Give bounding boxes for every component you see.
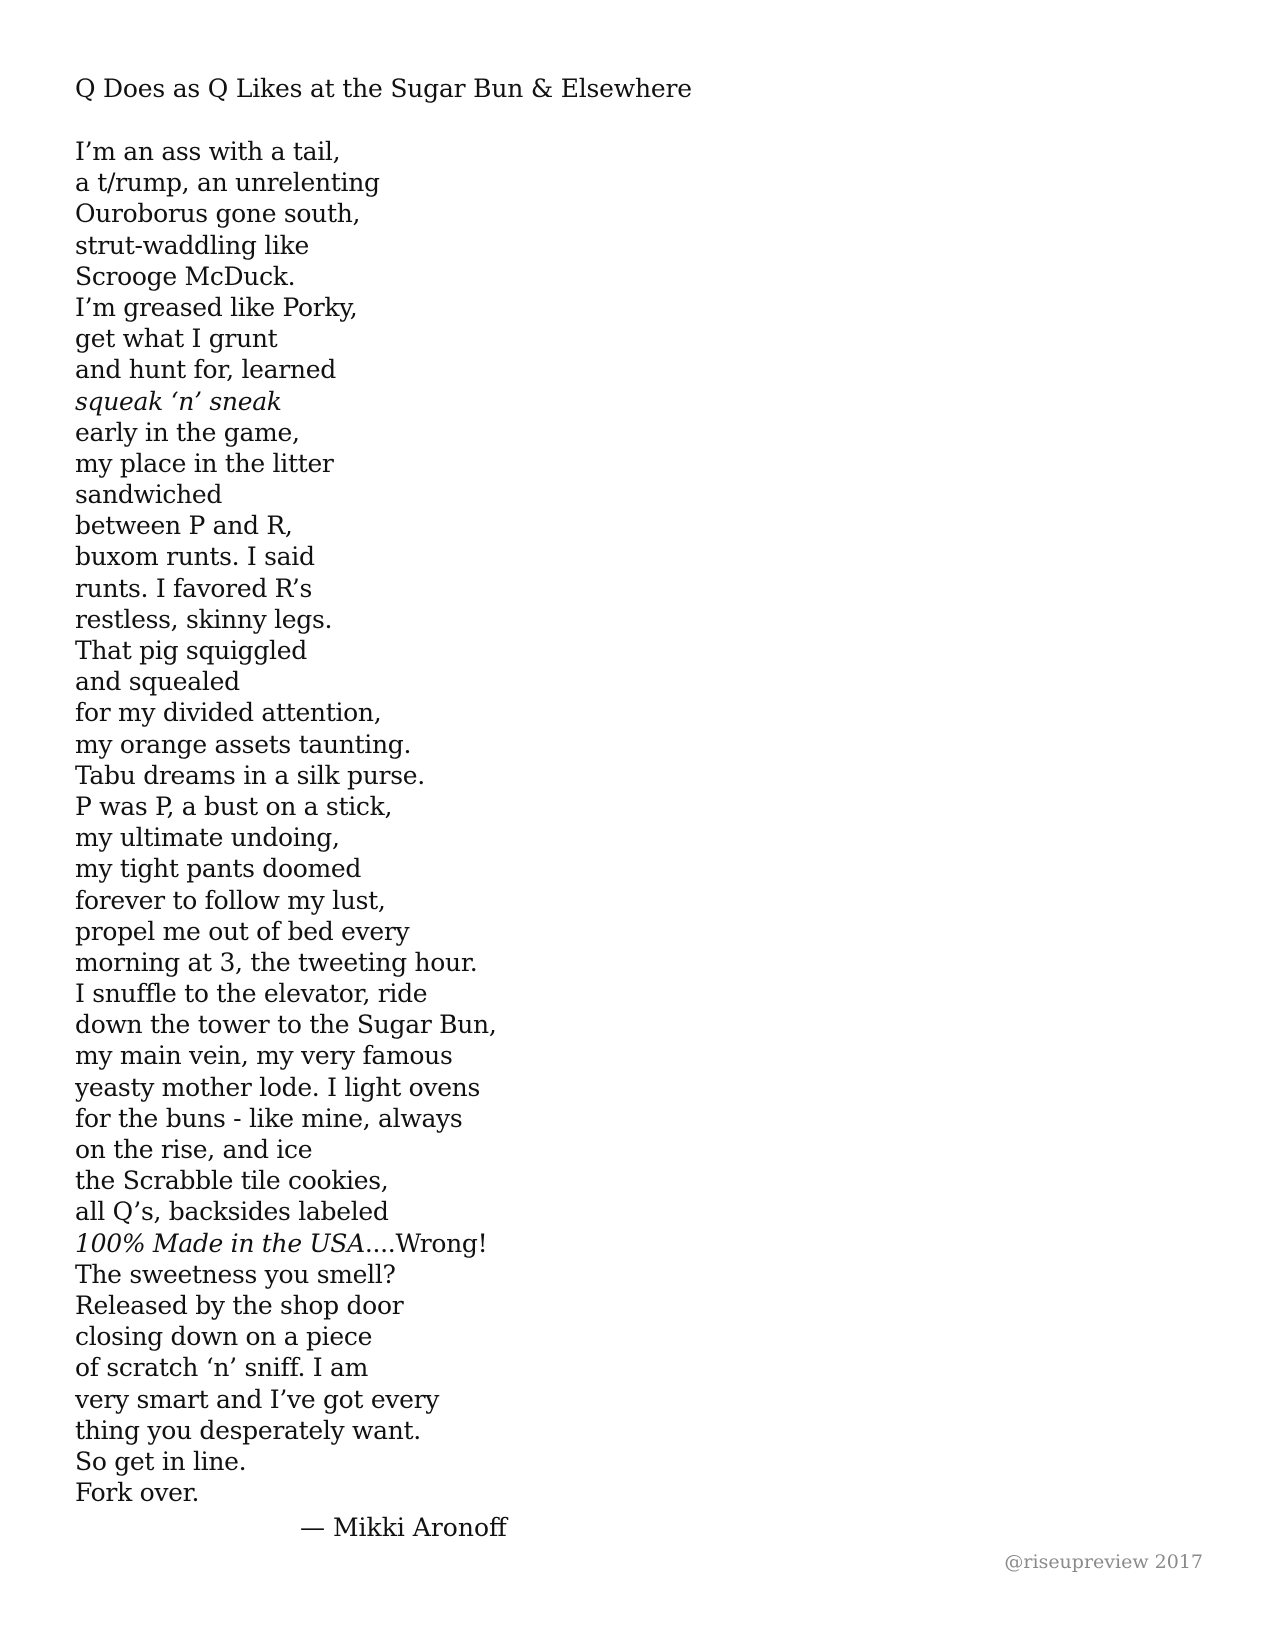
line-remainder: ....Wrong!: [364, 1228, 488, 1258]
poem-line: of scratch ‘n’ sniff. I am: [75, 1353, 369, 1383]
poem-line: That pig squiggled: [75, 636, 307, 665]
poem-line: So get in line.: [75, 1446, 247, 1476]
italic-phrase: 100% Made in the USA: [75, 1228, 365, 1258]
poem-line: Scrooge McDuck.: [75, 261, 296, 291]
poem-line: between P and R,: [75, 511, 293, 541]
poem-line-italic: [75, 386, 635, 417]
poem-line: restless, skinny legs.: [75, 604, 333, 634]
poem-line: down the tower to the Sugar Bun,: [75, 1010, 497, 1040]
poem-line: all Q’s, backsides labeled: [75, 1197, 389, 1227]
poem-line: the Scrabble tile cookies,: [75, 1166, 389, 1196]
poem-line: Ouroborus gone south,: [75, 199, 361, 229]
poem-line: on the rise, and ice: [75, 1135, 313, 1164]
poem-line: The sweetness you smell?: [75, 1259, 396, 1289]
poem-line: I’m greased like Porky,: [75, 292, 358, 322]
poem-line: my main vein, my very famous: [75, 1041, 453, 1071]
poem-line: thing you desperately want.: [75, 1415, 421, 1445]
poem-line: my place in the litter: [75, 448, 334, 478]
poem-line: Tabu dreams in a silk purse.: [75, 760, 425, 790]
poem-line: propel me out of bed every: [75, 916, 410, 946]
poem-line: Fork over.: [75, 1478, 200, 1508]
poem-line: very smart and I’ve got every: [75, 1384, 440, 1414]
italic-phrase: squeak ‘n’ sneak: [75, 386, 282, 416]
poem-line: Released by the shop door: [75, 1290, 404, 1320]
poem-body: [75, 136, 635, 1508]
poem-line: early in the game,: [75, 417, 300, 447]
poem-line: for the buns - like mine, always: [75, 1103, 463, 1133]
poem-line: get what I grunt: [75, 324, 278, 354]
poem-line: I’m an ass with a tail,: [75, 137, 341, 166]
poem-line: P was P, a bust on a stick,: [75, 791, 393, 821]
footer-credit: @riseupreview 2017: [1004, 1551, 1203, 1573]
poem-line: I snuffle to the elevator, ride: [75, 979, 428, 1009]
poem-line: sandwiched: [75, 480, 223, 510]
poem-line: my tight pants doomed: [75, 854, 362, 884]
poem-line: a t/rump, an unrelenting: [75, 168, 380, 198]
poem-line: and hunt for, learned: [75, 355, 336, 385]
poem-line: runts. I favored R’s: [75, 573, 313, 603]
poem-line-mixed: [75, 1228, 635, 1259]
poem-line: my ultimate undoing,: [75, 823, 340, 853]
poem-line: strut-waddling like: [75, 230, 310, 260]
poem-line: forever to follow my lust,: [75, 885, 386, 915]
poem-title: Q Does as Q Likes at the Sugar Bun & Elsewhere: [75, 74, 692, 103]
poem-author: — Mikki Aronoff: [300, 1513, 507, 1542]
poem-line: yeasty mother lode. I light ovens: [75, 1072, 481, 1102]
poem-line: morning at 3, the tweeting hour.: [75, 947, 478, 977]
poem-line: my orange assets taunting.: [75, 729, 412, 759]
poem-line: and squealed: [75, 667, 240, 697]
poem-line: closing down on a piece: [75, 1322, 373, 1352]
poem-line: buxom runts. I said: [75, 542, 315, 572]
poem-line: for my divided attention,: [75, 698, 382, 728]
